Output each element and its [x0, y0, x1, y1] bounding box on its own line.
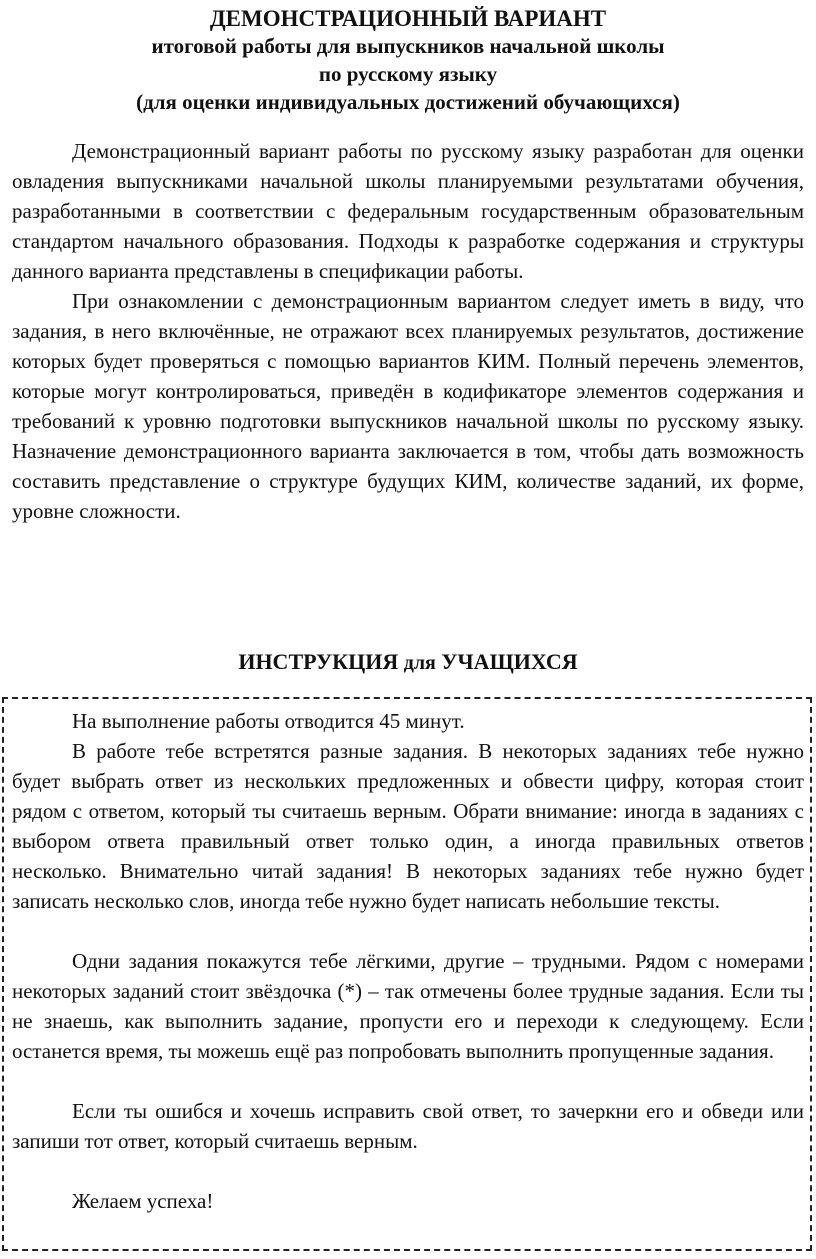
- intro-paragraph-2: При ознакомлении с демонстрационным вариантом следует иметь в виду, что задания, в него включённые, не отражают всех планируемых результатов, достижение которых будет проверяться с помощью вариантов КИМ. Полный перечень элементов, которые могут контролироваться, приведён в кодификаторе элементов содержания и требований к уровню подготовки выпускников начальной школы по русскому языку. Назначение демонстрационного варианта заключается в том, чтобы дать возможность составить представление о структуре будущих КИМ, количестве заданий, их форме, уровне сложности.: [12, 289, 804, 523]
- intro-section: [12, 136, 804, 526]
- instructions-paragraph-3: Одни задания покажутся тебе лёгкими, другие – трудными. Рядом с номерами некоторых заданий стоит звёздочка (*) – так отмечены более трудные задания. Если ты не знаешь, как выполнить задание, пропусти его и переходи к следующему. Если останется время, ты можешь ещё раз попробовать выполнить пропущенные задания.: [12, 949, 804, 1063]
- instructions-title: [0, 648, 816, 677]
- instructions-title-part-1: ИНСТРУКЦИЯ: [238, 649, 399, 674]
- document-subtitle-line-3: (для оценки индивидуальных достижений обучающихся): [136, 90, 680, 114]
- instructions-title-part-2: для: [403, 652, 436, 674]
- instructions-paragraph-1: На выполнение работы отводится 45 минут.: [72, 709, 465, 733]
- document-title: ДЕМОНСТРАЦИОННЫЙ ВАРИАНТ: [209, 6, 607, 31]
- instructions-paragraph-2: В работе тебе встретятся разные задания. В некоторых заданиях тебе нужно будет выбрать ответ из нескольких предложенных и обвести цифру, которая стоит рядом с ответом, который ты считаешь верным. Обрати внимание: иногда в заданиях с выбором ответа правильный ответ только один, а иногда правильных ответов несколько. Внимательно читай задания! В некоторых заданиях тебе нужно будет записать несколько слов, иногда тебе нужно будет написать небольшие тексты.: [12, 739, 804, 913]
- instructions-section: [12, 706, 804, 1216]
- document-header: [0, 6, 816, 116]
- document-subtitle-line-2: по русскому языку: [318, 62, 498, 86]
- document-subtitle-line-1: итоговой работы для выпускников начальной школы: [151, 34, 665, 58]
- intro-paragraph-1: Демонстрационный вариант работы по русскому языку разработан для оценки овладения выпускниками начальной школы планируемыми результатами обучения, разработанными в соответствии с федеральным государственным образовательным стандартом начального образования. Подходы к разработке содержания и структуры данного варианта представлены в спецификации работы.: [12, 139, 804, 283]
- instructions-title-part-3: УЧАЩИХСЯ: [441, 649, 578, 674]
- instructions-paragraph-4: Если ты ошибся и хочешь исправить свой ответ, то зачеркни его и обведи или запиши тот ответ, который считаешь верным.: [12, 1099, 804, 1153]
- instructions-closing: Желаем успеха!: [72, 1189, 214, 1213]
